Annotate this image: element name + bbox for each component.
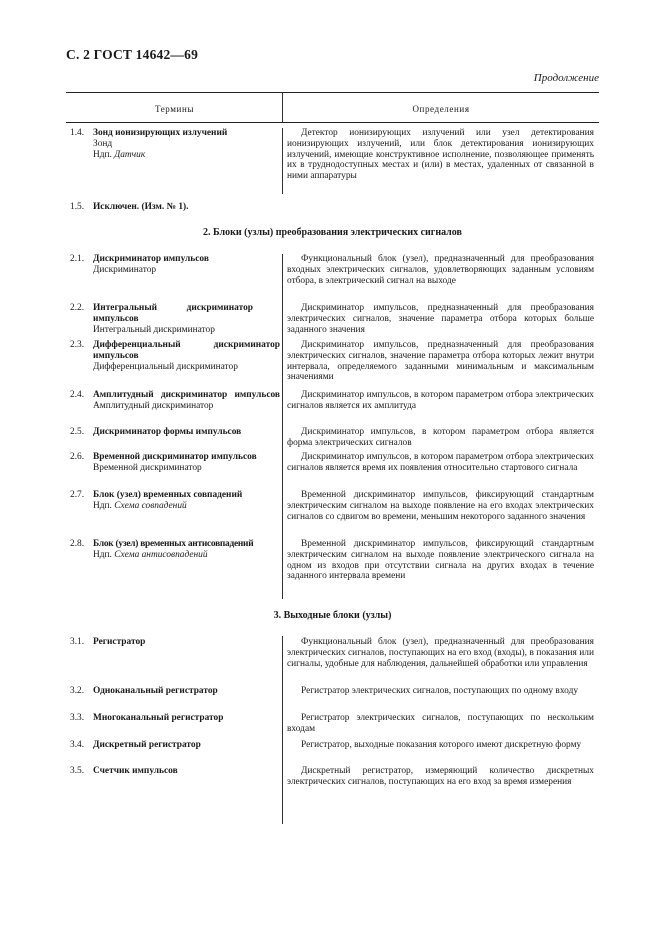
term-cell xyxy=(93,340,280,372)
term-number: 1.4. xyxy=(70,128,85,138)
term-cell xyxy=(93,766,280,777)
term-definition: Дискриминатор импульсов, в котором параметром отбора электрических сигналов является их амплитуда xyxy=(287,390,594,411)
term-number: 2.3. xyxy=(70,340,85,350)
term-number: 2.4. xyxy=(70,390,85,400)
column-divider xyxy=(282,636,283,824)
term-deprecated: Ндп. Схема совпадений xyxy=(93,500,187,511)
term-number: 2.5. xyxy=(70,427,85,437)
term-definition: Детектор ионизирующих излучений или узел детектирования ионизирующих излучений, или блок детектирования ионизирующих излучений, имеющие конструктивное исполнение, позволяющее применять их в труднодоступных местах и (или) в местах, удаленных от связанной в ними аппаратуры xyxy=(287,128,594,182)
term-name: Амплитудный дискриминатор импульсов xyxy=(93,390,280,400)
term-synonym: Амплитудный дискриминатор xyxy=(93,400,214,411)
section-title: 2. Блоки (узлы) преобразования электрических сигналов xyxy=(203,227,462,238)
term-cell xyxy=(93,427,280,438)
term-cell xyxy=(93,254,280,276)
term-definition: Регистратор электрических сигналов, поступающих по нескольким входам xyxy=(287,713,594,734)
term-name: Временной дискриминатор импульсов xyxy=(93,452,257,462)
term-synonym: Дискриминатор xyxy=(93,264,157,275)
page-header: С. 2 ГОСТ 14642—69 xyxy=(66,47,199,62)
term-number: 3.4. xyxy=(70,740,85,750)
term-definition: Дискриминатор импульсов, предназначенный для преобразования электрических сигналов, значение параметра отбора которых лежит внутри интервала, определяемого заданными минимальным и максимальным значениями xyxy=(287,340,594,383)
term-definition: Функциональный блок (узел), предназначенный для преобразования электрических сигналов, поступающих на его вход (входы), в показания или сигналы, удобные для наблюдения, дальнейшей обработки или управления xyxy=(287,637,594,669)
term-number: 2.6. xyxy=(70,452,85,462)
term-number: 2.8. xyxy=(70,539,85,549)
term-definition: Регистратор, выходные показания которого имеют дискретную форму xyxy=(301,740,582,750)
term-number: 3.5. xyxy=(70,766,85,776)
terms-column-header: Термины xyxy=(154,104,195,114)
term-name: Дискриминатор импульсов xyxy=(93,254,209,264)
term-definition: Дискриминатор импульсов, в котором параметром отбора электрических сигналов является время их появления относительно стартового сигнала xyxy=(287,452,594,473)
term-name: Зонд ионизирующих излучений xyxy=(93,128,228,138)
term-name: Блок (узел) временных антисовпадений xyxy=(93,539,254,549)
term-number: 3.1. xyxy=(70,637,85,647)
section-title: 3. Выходные блоки (узлы) xyxy=(273,610,392,621)
term-definition: Дискретный регистратор, измеряющий количество дискретных электрических сигналов, поступающих на его вход за время измерения xyxy=(287,766,594,787)
term-definition: Регистратор электрических сигналов, поступающих по одному входу xyxy=(301,686,579,696)
term-name: Счетчик импульсов xyxy=(93,766,178,776)
term-synonym: Зонд xyxy=(93,138,113,149)
term-cell xyxy=(93,539,280,561)
term-cell xyxy=(93,390,280,412)
term-deprecated: Ндп. Схема антисовпадений xyxy=(93,549,208,560)
term-cell xyxy=(93,637,280,648)
term-cell xyxy=(93,740,280,751)
term-definition: Временной дискриминатор импульсов, фиксирующий стандартным электрическим сигналом на выходе появление на его входах электрических сигналов со сдвигом во времени, меньшим некоторого заданного значения xyxy=(287,490,594,522)
term-name: Дискретный регистратор xyxy=(93,740,201,750)
term-name: Дискриминатор формы импульсов xyxy=(93,427,242,437)
term-cell xyxy=(93,303,280,335)
table-header-rule xyxy=(66,122,599,123)
term-cell xyxy=(93,202,280,213)
term-cell xyxy=(93,713,280,724)
term-cell xyxy=(93,490,280,512)
term-number: 3.2. xyxy=(70,686,85,696)
column-divider xyxy=(282,254,283,599)
term-definition: Дискриминатор импульсов, в котором параметром отбора является форма электрических сигналов xyxy=(287,427,594,448)
term-name: Интегральный дискриминатор импульсов xyxy=(93,303,253,324)
term-definition: Функциональный блок (узел), предназначенный для преобразования входных электрических сигналов, удовлетворяющих заданным условиям отбора, в электрический сигнал на выходе xyxy=(287,254,594,286)
column-divider xyxy=(282,128,283,194)
header-column-divider xyxy=(282,92,283,122)
term-number: 3.3. xyxy=(70,713,85,723)
term-name: Многоканальный регистратор xyxy=(93,713,224,723)
term-synonym: Интегральный дискриминатор xyxy=(93,324,215,335)
term-name: Одноканальный регистратор xyxy=(93,686,218,696)
term-number: 2.7. xyxy=(70,490,85,500)
term-cell xyxy=(93,452,280,474)
term-name: Регистратор xyxy=(93,637,146,647)
table-top-rule xyxy=(66,92,599,93)
term-name: Блок (узел) временных совпадений xyxy=(93,490,243,500)
term-name: Дифференциальный дискриминатор импульсов xyxy=(93,340,280,361)
term-cell xyxy=(93,686,280,697)
term-number: 2.2. xyxy=(70,303,85,313)
term-synonym: Временной дискриминатор xyxy=(93,462,202,473)
term-definition: Дискриминатор импульсов, предназначенный для преобразования электрических сигналов, значение параметра отбора которых больше заданного значения xyxy=(287,303,594,335)
continuation-label: Продолжение xyxy=(533,72,599,84)
term-number: 1.5. xyxy=(70,202,85,212)
term-cell xyxy=(93,128,280,160)
term-synonym: Дифференциальный дискриминатор xyxy=(93,361,238,372)
term-definition: Временной дискриминатор импульсов, фиксирующий стандартным электрическим сигналом на выходе появление электрического сигнала на одном из входов при отсутствии сигнала на других входах в течение заданного интервала времени xyxy=(287,539,594,582)
term-number: 2.1. xyxy=(70,254,85,264)
definitions-column-header: Определения xyxy=(412,104,470,114)
term-name: Исключен. (Изм. № 1). xyxy=(93,202,189,212)
term-deprecated: Ндп. Датчик xyxy=(93,149,146,160)
